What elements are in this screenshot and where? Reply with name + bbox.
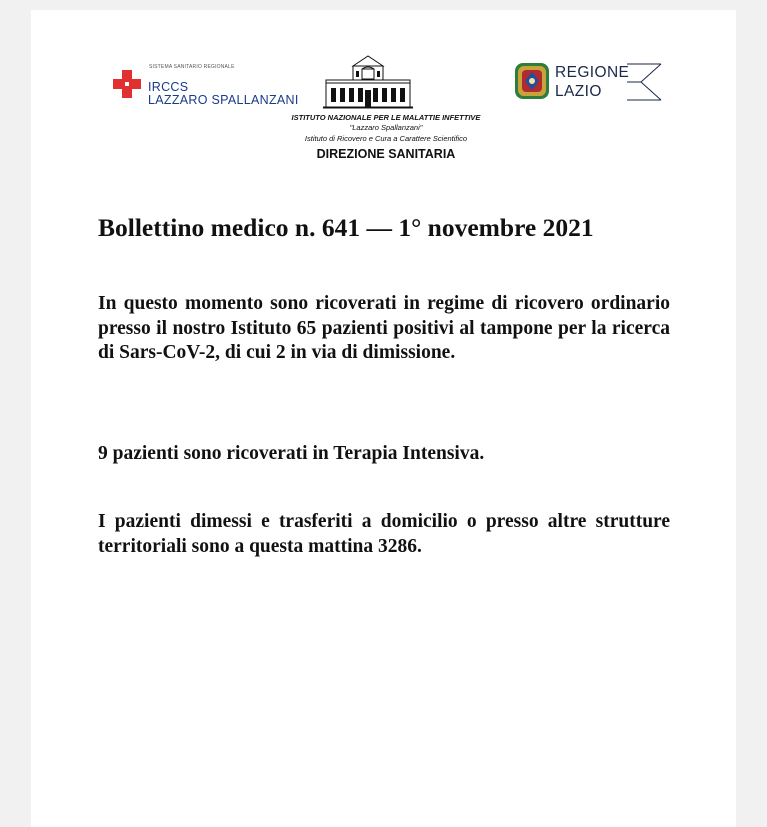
lazio-line: LAZIO [555,83,602,100]
paragraph-ricoverati: In questo momento sono ricoverati in regime di ricovero ordinario presso il nostro Istituto 65 pazienti positivi al tampone per la ricerca di Sars-CoV-2, di cui 2 in via di dimissione. [98,293,670,363]
regione-chevron-icon [627,62,663,102]
irccs-line: IRCCS [148,80,189,94]
institute-block [231,112,541,163]
direzione-sanitaria: DIREZIONE SANITARIA [316,147,456,161]
institute-eponym: "Lazzaro Spallanzani" [349,123,423,132]
document-page [31,10,736,827]
bulletin-title: Bollettino medico n. 641 — 1° novembre 2021 [98,213,594,242]
institute-type: Istituto di Ricovero e Cura a Carattere Scientifico [304,134,468,143]
regione-lazio-text [555,63,629,101]
building-logo-icon [323,52,413,110]
paragraph-terapia-intensiva: 9 pazienti sono ricoverati in Terapia Intensiva. [98,443,485,464]
red-cross-icon [113,70,141,98]
paragraph-dimessi: I pazienti dimessi e trasferiti a domicilio o presso altre strutture territoriali sono a questa mattina 3286. [98,511,670,557]
institute-name: ISTITUTO NAZIONALE PER LE MALATTIE INFETTIVE [291,113,481,122]
regione-lazio-emblem-icon [514,62,550,100]
regione-line: REGIONE [555,64,630,81]
irccs-logo-text [148,81,299,107]
spallanzani-line: LAZZARO SPALLANZANI [148,93,299,107]
regional-system-caption: SISTEMA SANITARIO REGIONALE [149,64,235,70]
